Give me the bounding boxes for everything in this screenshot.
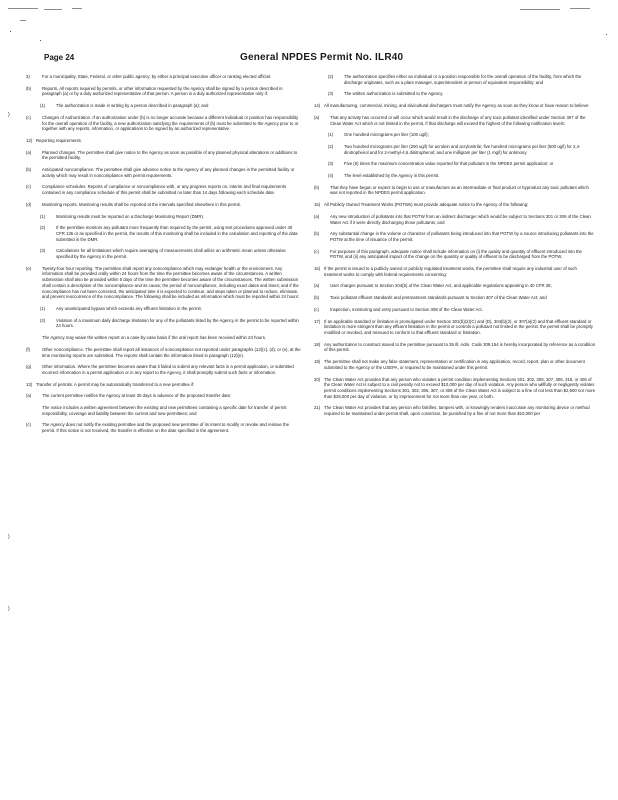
scan-line [20,20,26,21]
permit-paragraph [314,249,596,260]
paragraph-text: All manufacturing, commercial, mining, and silvicultural dischargers must notify the Agency as soon as they know or have reason to believe: [324,103,590,109]
paragraph-label: 18) [314,341,321,347]
paragraph-label: (b) [26,167,32,173]
paragraph-label: (3) [328,161,334,167]
paragraph-text: Calculations for all limitations which require averaging of measurements shall utilize an arithmetic mean unless otherwise specified by the Agency in the permit. [56,248,286,260]
paragraph-label: (c) [26,422,32,428]
permit-paragraph [314,74,596,85]
section-paragraph [314,359,596,370]
permit-paragraph [26,364,302,375]
paragraph-label: (c) [314,306,320,312]
paragraph-text: The level established by the Agency in this permit. [344,173,440,179]
permit-title: General NPDES Permit No. ILR40 [240,52,404,63]
permit-paragraph [26,115,302,132]
permit-paragraph [26,318,302,329]
section-paragraph [314,266,596,277]
paragraph-text: Two hundred micrograms per liter (200 ug/l) for acrolein and acrylonitrile; five hundred micrograms per liter (500 ug/l) for 2,4-dinitrophenol and for 2-methyl-4,6 dinitrophenol; and one milligram per liter (1 mg/l) for antimony. [344,143,581,155]
permit-paragraph [26,393,302,399]
paragraph-label: (a) [314,213,320,219]
paragraph-label: (b) [26,85,32,91]
paragraph-text: Compliance schedules. Reports of compliance or noncompliance with, or any progress reports on, interim and final requirements contained in any compliance schedule of this permit shall be submitted no later than 14 days following each schedule date. [42,184,287,196]
scan-speck [40,40,41,41]
permit-paragraph [26,422,302,433]
margin-mark: ) [8,112,10,118]
paragraph-label: (4) [328,173,334,179]
paragraph-text: Other noncompliance. The permittee shall report all instances of noncompliance not reported under paragraphs (12)(c), (d), or (e), at the time monitoring reports are submitted. The reports shall contain the information listed in paragraph (12)(e). [42,346,301,358]
scan-header-artifacts [0,0,618,60]
paragraph-text: The Agency does not notify the existing permittee and the proposed new permittee of its intent to modify or revoke and reissue the permit. If this notice is not received, the transfer is effective on the date specified in the agreement. [42,422,289,434]
paragraph-label: (a) [314,283,320,289]
paragraph-text: Monitoring results must be reported on a Discharge Monitoring Report (DMR). [56,213,205,219]
paragraph-label: (f) [26,346,31,352]
permit-paragraph [314,307,596,313]
permit-paragraph [26,225,302,242]
paragraph-text: Any new introduction of pollutants into that POTW from an indirect discharger which would be subject to Sections 301 or 306 of the Clean Water Act if it were directly discharging those pollutants; and [330,213,591,225]
paragraph-label: (b) [314,184,320,190]
permit-paragraph [26,405,302,416]
paragraph-text: Planned changes. The permittee shall give notice to the Agency as soon as possible of any planned physical alterations or additions to the permitted facility. [42,149,298,161]
paragraph-text: Transfer of permits. A permit may be automatically transferred to a new permittee if: [36,381,195,387]
paragraph-label: 3) [26,74,30,79]
paragraph-label: (2) [328,143,334,149]
paragraph-text: Twenty-four hour reporting. The permittee shall report any noncompliance which may endanger health or the environment. Any information shall be provided orally within 24 hours from the time the permittee becomes aware of the circumstances. A written submission shall also be provided within 5 days of the time the permittee becomes aware of the circumstances. The written submission shall contain a description of the noncompliance and its cause; the period of noncompliance, including exact dates and times; and if the noncompliance has not been corrected, the anticipated time it is expected to continue; and steps taken or planned to reduce, eliminate, and prevent reoccurrence of the noncompliance. The following shall be included as information which must be reported within 24 hours: [42,265,300,300]
paragraph-label: (1) [40,213,46,219]
paragraph-text: The Clean Water Act provides that any person who violates a permit condition implementing Sections 301, 302, 306, 307, 308, 318, or 405 of the Clean Water Act is subject to a civil penalty not to exceed $10,000 per day of such violation. Any person who willfully or negligently violates permit conditions implementing Sections 301, 302, 306, 307, or 308 of the Clean Water Act is subject to a fine of not less than $2,500 nor more than $25,000 per day of violation, or by imprisonment for not more than one year, or both. [324,376,596,399]
permit-paragraph [26,74,302,80]
paragraph-text: For purposes of this paragraph, adequate notice shall include information on (i) the quality and quantity of effluent introduced into the POTW, and (ii) any anticipated impact of the change on the quantity or quality of effluent to be discharged from the POTW. [330,248,582,260]
paragraph-label: 19) [314,359,321,365]
permit-paragraph [314,91,596,97]
section-paragraph [314,202,596,208]
permit-paragraph [314,161,596,167]
paragraph-text: If an applicable standard or limitation is promulgated under Section 301(b)(2)(C) and (D), 304(b)(2), or 307(a)(2) and that effluent standard or limitation is more stringent than any effluent limitation in the permit or controls a pollutant not limited in the permit, the permit shall be promptly modified or revoked, and reissued to conform to that effluent standard or limitation. [324,318,593,335]
permit-paragraph [26,150,302,161]
paragraph-label: (1) [328,132,334,138]
paragraph-text: Changes of Authorization. If an authorization under (b) is no longer accurate because a different individual or position has responsibility for the overall operation of the facility, a new authorization satisfying the requirements of (b) must be submitted to the Agency prior to or together with any reports, information, or applications to be signed by an authorized representative. [42,114,299,132]
paragraph-text: The permittee shall not make any false statement, representation or certification in any application, record, report, plan or other document submitted to the Agency or the USEPA, or required to be maintained under this permit. [324,359,585,370]
permit-paragraph [26,214,302,220]
margin-mark: ) [8,606,10,612]
paragraph-text: Other information. Where the permittee becomes aware that it failed to submit any relevant facts in a permit application, or submitted incorrect information in a permit application or in any report to the Agency, it shall promptly submit such facts or information. [42,364,294,375]
paragraph-text: That they have begun or expect to begin to use or manufacture as an intermediate or final product or byproduct any toxic pollutant which was not reported in the NPDES permit application. [330,184,589,196]
section-paragraph [26,138,302,144]
paragraph-text: That any activity has occurred or will occur which would result in the discharge of any toxic pollutant identified under Section 307 of the Clean Water Act which is not limited in the permit, if that discharge will exceed the highest of the following notification levels: [330,114,586,126]
paragraph-label: 12) [26,137,33,143]
permit-paragraph [26,202,302,208]
paragraph-label: (b) [314,295,320,301]
paragraph-label: (a) [26,149,32,155]
permit-paragraph [314,283,596,289]
paragraph-text: Monitoring reports. Monitoring results shall be reported at the intervals specified elsewhere in this permit. [42,201,241,207]
right-text-column [314,74,596,423]
section-paragraph [314,319,596,336]
paragraph-label: (a) [314,114,320,120]
paragraph-text: Toxic pollutant effluent standards and pretreatment standards pursuant to Section 307 of the Clean Water Act; and [330,295,547,301]
permit-paragraph [26,248,302,259]
paragraph-text: Inspection, monitoring and entry pursuant to Section 308 of the Clean Water Act. [330,306,483,312]
paragraph-label: (e) [26,265,32,271]
paragraph-label: (c) [26,184,32,190]
paragraph-label: (c) [26,114,32,120]
scan-speck [10,31,11,32]
paragraph-label: (d) [26,201,32,207]
left-text-column [26,74,302,440]
permit-paragraph [314,214,596,225]
paragraph-text: Any substantial change in the volume or character of pollutants being introduced into that POTW by a source introducing pollutants into the POTW at the time of issuance of the permit. [330,231,594,242]
permit-paragraph [26,167,302,178]
paragraph-label: 14) [314,103,321,109]
paragraph-label: 16) [314,266,321,272]
permit-paragraph [314,185,596,196]
permit-paragraph [26,335,302,341]
section-paragraph [314,377,596,400]
paragraph-text: The notice includes a written agreement between the existing and new permittees containing a specific date for transfer of permit responsibility, coverage and liability between the current and new permittees; and [42,405,287,416]
paragraph-text: If the permit is issued to a publicly owned or publicly regulated treatment works, the permittee shall require any industrial user of such treatment works to comply with federal requirements concerning: [324,266,577,277]
paragraph-label: (g) [26,364,32,370]
scan-line [72,8,82,9]
permit-paragraph [26,103,302,109]
paragraph-text: The authorization is made in writing by a person described in paragraph (a); and [56,103,209,109]
permit-paragraph [26,86,302,97]
permit-paragraph [26,184,302,195]
paragraph-text: Five (5) times the maximum concentration value reported for that pollutant in the NPDES permit application; or [344,161,554,167]
paragraph-label: 13) [26,381,33,387]
permit-paragraph [314,132,596,138]
paragraph-text: The written authorization is submitted to the Agency. [344,91,444,97]
permit-paragraph [314,231,596,242]
paragraph-text: For a municipality, State, Federal, or other public agency: by either a principal executive officer or ranking elected official. [42,74,272,79]
page-number: Page 24 [44,53,75,62]
permit-paragraph [314,173,596,179]
paragraph-text: All Publicly Owned Treatment Works (POTWs) must provide adequate notice to the Agency of the following: [324,202,529,208]
paragraph-label: (1) [40,305,46,311]
permit-paragraph [26,266,302,300]
permit-paragraph [26,347,302,358]
paragraph-text: Any authorization to construct issued to the permittee pursuant to 35 Ill. Adm. Code 309.154 is hereby incorporated by reference as a condition of this permit. [324,341,596,353]
paragraph-text: The authorization specifies either an individual or a position responsible for the overall operation of the facility, from which the discharge originates, such as a plant manager, superintendent or person of equivalent responsibility; and [344,74,582,85]
paragraph-text: The current permittee notifies the Agency at least 30 days in advance of the proposed transfer date; [42,393,232,399]
paragraph-label: (a) [26,393,32,399]
paragraph-text: Any unanticipated bypass which exceeds any effluent limitation in the permit. [56,305,202,311]
paragraph-text: The Agency may waive the written report on a case-by-case basis if the oral report has been received within 24 hours. [42,335,267,341]
paragraph-label: 15) [314,202,321,208]
paragraph-text: Violation of a maximum daily discharge limitation for any of the pollutants listed by the Agency in the permit to be reported within 24 hours. [56,317,299,329]
scan-line [570,8,590,9]
section-paragraph [26,382,302,388]
paragraph-label: (b) [314,231,320,237]
paragraph-label: 20) [314,376,321,382]
paragraph-text: Reports. All reports required by permits, or other information requested by the Agency shall be signed by a person described in paragraph (a) or by a duly authorized representative of that person. A person is a duly authorized representative only if: [42,85,283,97]
paragraph-text: One hundred micrograms per liter (100 ug/l); [344,132,429,138]
paragraph-label: (3) [328,91,334,97]
paragraph-label: 17) [314,318,321,324]
paragraph-label: (2) [40,317,46,323]
section-paragraph [314,405,596,416]
scan-line [520,9,560,10]
paragraph-text: If the permittee monitors any pollutant more frequently than required by the permit, using test procedures approved under 40 CFR 136 or as specified in the permit, the results of this monitoring shall be included in the calculation and reporting of the data submitted in the DMR. [56,225,298,242]
section-paragraph [314,103,596,109]
scan-line [44,9,62,10]
paragraph-label: (2) [328,74,334,79]
permit-paragraph [26,306,302,312]
margin-mark: ) [8,534,10,540]
permit-paragraph [314,144,596,155]
paragraph-text: The Clean Water Act provides that any person who falsifies, tampers with, or knowingly renders inaccurate any monitoring device or method required to be maintained under permit shall, upon conviction, be punished by a fine of not more than $10,000 per [324,405,590,417]
paragraph-text: Reporting requirements. [36,137,83,143]
scan-line [8,8,38,9]
permit-paragraph [314,115,596,126]
paragraph-label: (c) [314,248,320,254]
paragraph-text: User charges pursuant to Section 204(b) of the Clean Water Act, and applicable regulations appearing in 40 CFR 35; [330,283,552,289]
paragraph-label: (1) [40,103,46,109]
paragraph-label: 21) [314,405,321,411]
paragraph-text: Anticipated noncompliance. The permittee shall give advance notice to the Agency of any planned changes in the permitted facility or activity which may result in noncompliance with permit requirements. [42,167,295,178]
paragraph-label: (3) [40,248,46,254]
scan-speck [606,34,607,35]
permit-paragraph [314,295,596,301]
section-paragraph [314,342,596,353]
paragraph-label: (2) [40,225,46,231]
